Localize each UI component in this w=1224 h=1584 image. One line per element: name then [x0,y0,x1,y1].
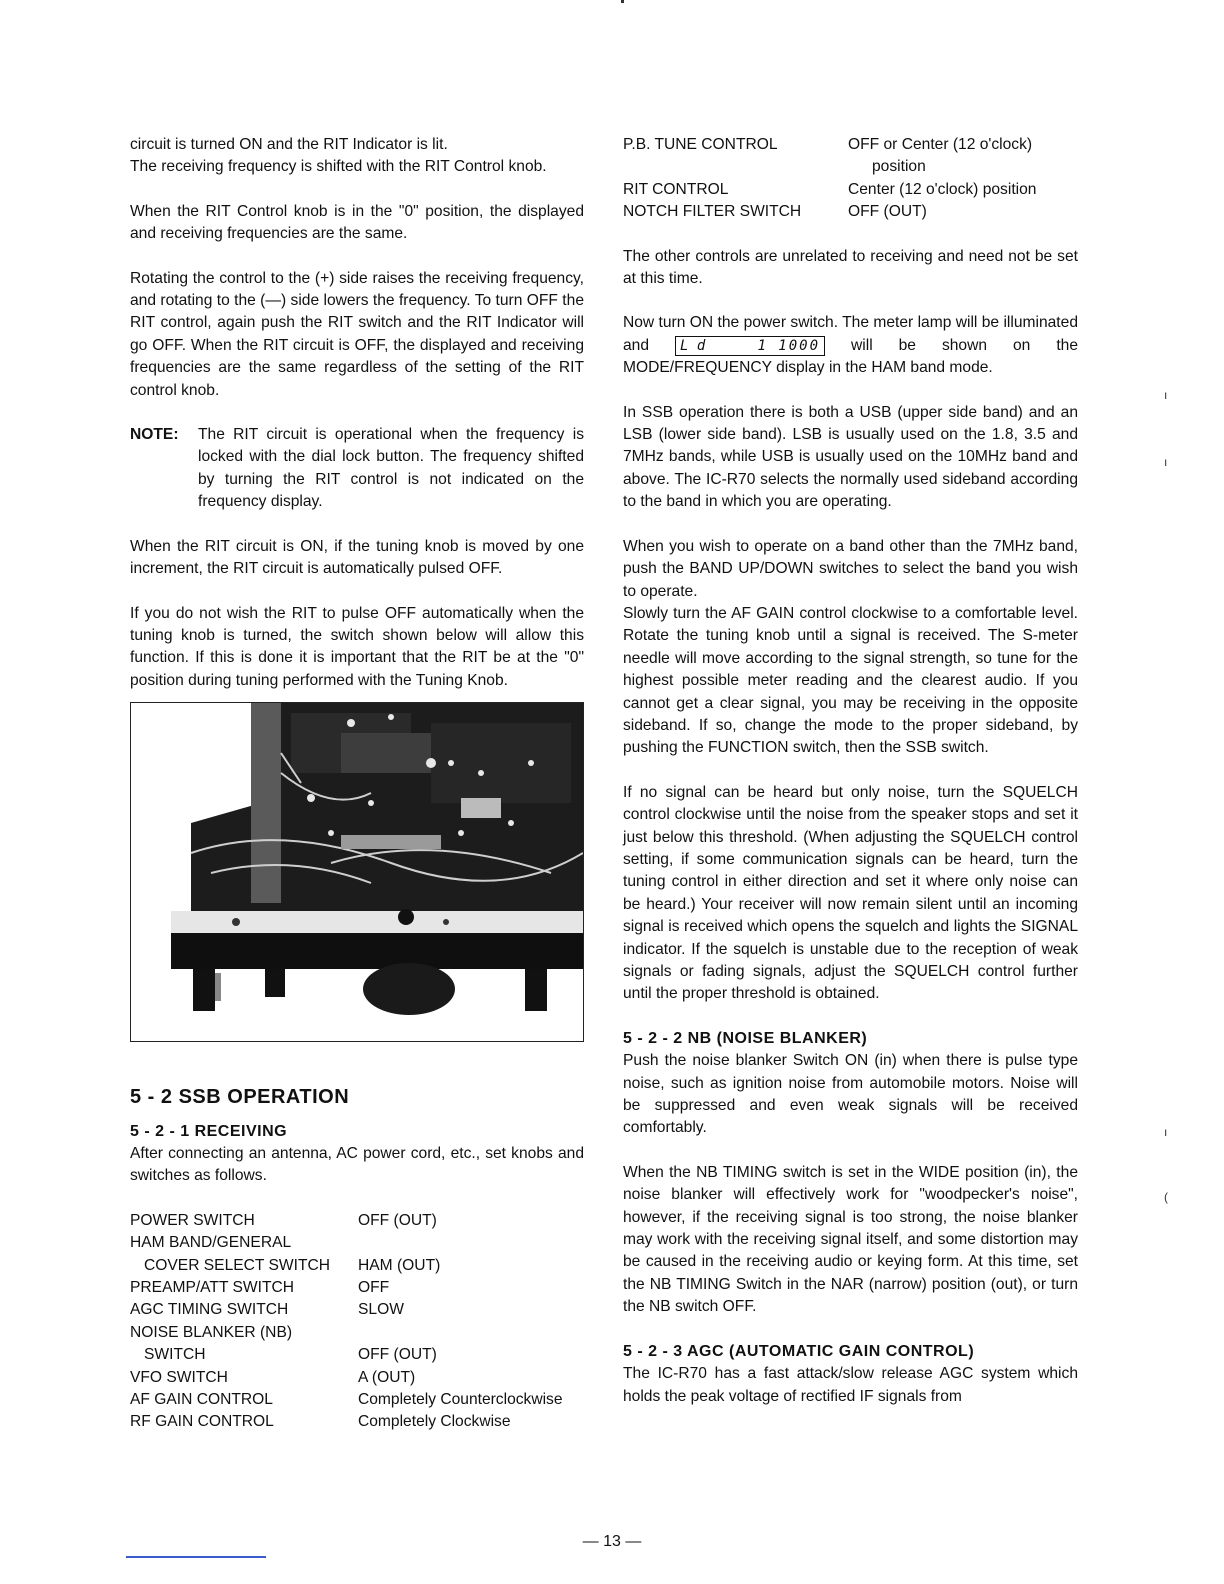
settings-list [130,1210,584,1434]
paragraph-text: will be shown on the MODE/FREQUENCY display in the HAM band mode. [623,336,1078,377]
scan-speck [621,0,624,3]
settings-row [130,1344,584,1366]
setting-value: Center (12 o'clock) position [848,180,1037,198]
setting-value: HAM (OUT) [358,1256,441,1274]
paragraph: After connecting an antenna, AC power cord, etc., set knobs and switches as follows. [130,1144,584,1185]
margin-mark: ( [1164,1190,1168,1204]
setting-name [623,156,860,178]
settings-row [130,1210,584,1232]
margin-mark: ı [1164,388,1168,402]
paragraph: The receiving frequency is shifted with the RIT Control knob. [130,158,547,176]
setting-name: PREAMP/ATT SWITCH [130,1278,295,1296]
receiver-internals-photo [131,703,583,1041]
setting-name: SWITCH [144,1346,206,1364]
lcd-frequency-text: 1 1000 [757,337,821,354]
settings-row [623,201,1078,223]
paragraph: Push the noise blanker Switch ON (in) when there is pulse type noise, such as ignition noise from automobile motors. Noise will be suppressed and even weak signals will be received comfortably. [623,1052,1078,1137]
footer-rule [126,1556,266,1558]
paragraph: When you wish to operate on a band other than the 7MHz band, push the BAND UP/DOWN switches to select the band you wish to operate. [623,537,1078,600]
left-column [130,134,584,1434]
settings-row [623,134,1078,156]
settings-row [130,1232,584,1254]
paragraph: Slowly turn the AF GAIN control clockwise to a comfortable level. Rotate the tuning knob until a signal is received. The S-meter needle will move according to the signal strength, so tune for the highest possible meter reading and the clearest audio. If you cannot get a clear signal, you may be receiving in the opposite sideband. If so, change the mode to the proper sideband, by pushing the FUNCTION switch, then the SSB switch. [623,604,1078,757]
setting-name: AF GAIN CONTROL [130,1391,273,1408]
paragraph: In SSB operation there is both a USB (upper side band) and an LSB (lower side band). LSB is usually used on the 1.8, 3.5 and 7MHz bands, while USB is usually used on the 10MHz band and above. The IC-R70 selects the normally used sideband according to the band in which you are operating. [623,403,1078,511]
note-text: The RIT circuit is operational when the frequency is locked with the dial lock button. The frequency shifted by turning the RIT control is not indicated on the frequency display. [198,426,584,511]
setting-value: Completely Counterclockwise [358,1391,563,1408]
subsection-title: 5 - 2 - 3 AGC (AUTOMATIC GAIN CONTROL) [623,1342,975,1360]
paragraph: Rotating the control to the (+) side raises the receiving frequency, and rotating to the (—) side lowers the frequency. To turn OFF the RIT control, again push the RIT switch and the RIT Indicator will go OFF. When the RIT circuit is OFF, the displayed and receiving frequencies are the same regardless of the setting of the RIT control knob. [130,269,584,399]
margin-mark: ı [1164,1125,1168,1139]
right-column [623,134,1078,1408]
paragraph: The other controls are unrelated to receiving and need not be set at this time. [623,247,1078,288]
settings-row [130,1389,584,1411]
setting-name: NOISE BLANKER (NB) [130,1323,293,1341]
setting-value: OFF or Center (12 o'clock) [848,136,1033,153]
setting-value: OFF [358,1278,390,1296]
setting-name: POWER SWITCH [130,1211,255,1229]
internal-photo [130,702,584,1042]
subsection-title: 5 - 2 - 2 NB (NOISE BLANKER) [623,1029,868,1047]
setting-value: SLOW [358,1301,404,1319]
setting-value: position [872,158,926,176]
paragraph: circuit is turned ON and the RIT Indicator is lit. [130,136,448,153]
paragraph: When the NB TIMING switch is set in the WIDE position (in), the noise blanker will effectively work for "woodpecker's noise", however, if the receiving signal is too strong, the noise blanker may work with the receiving signal itself, and some distortion may be caused in the receiving audio or keying form. At this time, set the NB TIMING Switch in the NAR (narrow) position (out), or turn the NB switch OFF. [623,1163,1078,1316]
settings-row [130,1277,584,1299]
setting-name: RF GAIN CONTROL [130,1413,274,1431]
setting-name: COVER SELECT SWITCH [144,1256,330,1274]
setting-name: HAM BAND/GENERAL [130,1234,292,1252]
paragraph: When the RIT Control knob is in the "0" position, the displayed and receiving frequencies are the same. [130,202,584,243]
margin-mark: ı [1164,455,1168,469]
settings-list [623,134,1078,224]
setting-name: RIT CONTROL [623,180,729,198]
setting-value: Completely Clockwise [358,1413,511,1431]
settings-row [130,1255,584,1277]
lcd-mode-text: L d [680,337,706,354]
settings-row [623,179,1078,201]
setting-name: NOTCH FILTER SWITCH [623,203,802,221]
setting-value: A (OUT) [358,1368,416,1386]
paragraph-text: Now turn ON the power switch. The meter lamp will be illuminated and [623,314,1078,354]
paragraph-with-display [623,312,1078,379]
setting-value: OFF (OUT) [358,1211,437,1229]
settings-row [130,1367,584,1389]
paragraph: If you do not wish the RIT to pulse OFF automatically when the tuning knob is turned, the switch shown below will allow this function. If this is done it is important that the RIT be at the "0" position during tuning performed with the Tuning Knob. [130,604,584,689]
settings-row [130,1411,584,1433]
note-block [130,424,584,514]
paragraph: The IC-R70 has a fast attack/slow release AGC system which holds the peak voltage of rectified IF signals from [623,1365,1078,1405]
note-label: NOTE: [130,426,179,444]
setting-name: VFO SWITCH [130,1368,228,1386]
setting-value: OFF (OUT) [848,203,927,221]
section-title: 5 - 2 SSB OPERATION [130,1086,350,1109]
settings-row [130,1322,584,1344]
settings-row [130,1299,584,1321]
lcd-display-readout [675,336,825,356]
settings-row [623,156,1078,178]
setting-name: P.B. TUNE CONTROL [623,136,778,153]
setting-value: OFF (OUT) [358,1346,437,1364]
paragraph: When the RIT circuit is ON, if the tuning knob is moved by one increment, the RIT circuit is automatically pulsed OFF. [130,537,584,578]
subsection-title: 5 - 2 - 1 RECEIVING [130,1122,288,1140]
paragraph: If no signal can be heard but only noise, turn the SQUELCH control clockwise until the noise from the speaker stops and set it just below this threshold. (When adjusting the SQUELCH control setting, if some communication signals can be heard, turn the tuning control in either direction and set it where only noise can be heard.) Your receiver will now remain silent until an incoming signal is received which opens the squelch and lights the SIGNAL indicator. If the squelch is unstable due to the reception of weak signals or fading signals, adjust the SQUELCH control further until the proper threshold is obtained. [623,783,1078,1003]
page-number: — 13 — [582,1533,642,1550]
setting-name: AGC TIMING SWITCH [130,1301,289,1319]
